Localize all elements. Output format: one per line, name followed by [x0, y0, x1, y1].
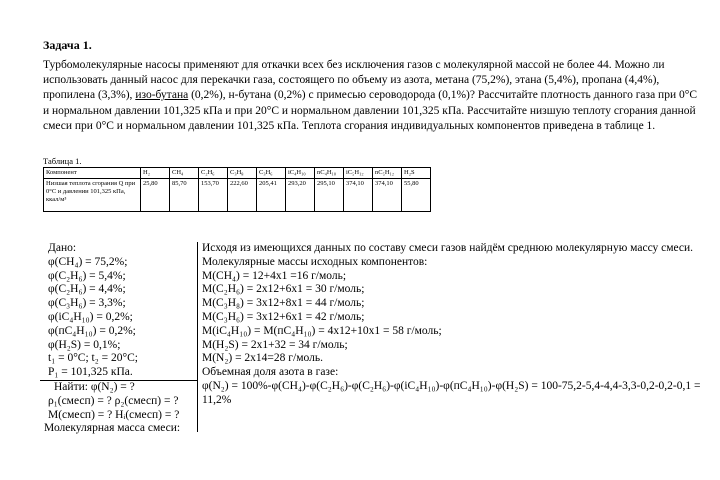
table-header-cell: C₂H₆: [199, 168, 228, 179]
table-header-cell: H₂S: [402, 168, 431, 179]
table-header-cell: CH₄: [170, 168, 199, 179]
table-caption: Таблица 1.: [43, 156, 82, 166]
find-item: Молекулярная масса смеси:: [44, 422, 181, 435]
table-header-cell: nC₅H₁₂: [373, 168, 402, 179]
solution-intro: Исходя из имеющихся данных по составу смеси газов найдём среднюю молекулярную массу смеси.: [202, 242, 694, 254]
given-item: φ(C₂H₆) = 5,4%;: [48, 269, 126, 282]
table-header-cell: nC₄H₁₀: [315, 168, 344, 179]
given-item: P₁ = 101,325 кПа.: [48, 366, 133, 379]
given-label: Дано:: [48, 242, 77, 254]
table-cell: 374,10: [373, 179, 402, 212]
table-row-label: Низшая теплота сгорания Q при 0°С и давлении 101,325 кПа, ккал/м³: [44, 179, 141, 212]
column-divider: [197, 242, 198, 432]
table-cell: 205,41: [257, 179, 286, 212]
solution-formula: φ(N₂) = 100%-φ(CH₄)-φ(C₂H₆)-φ(C₂H₆)-φ(iC₄H₁₀)-φ(пC₄H₁₀)-φ(H₂S) = 100-75,2-5,4-4,4-3,3-0,2-0,2-0,1 = 11,2%: [202, 379, 701, 406]
given-item: φ(H₂S) = 0,1%;: [48, 338, 121, 351]
table-header-label: Компонент: [44, 168, 141, 179]
solution-line: M(N₂) = 2x14=28 г/моль.: [202, 352, 323, 365]
table-header-cell: iC₅H₁₂: [344, 168, 373, 179]
table-cell: 85,70: [170, 179, 199, 212]
solution-vol-header: Объемная доля азота в газе:: [202, 366, 339, 379]
table-header-cell: C₃H₆: [257, 168, 286, 179]
table-cell: 374,10: [344, 179, 373, 212]
given-section: [40, 242, 198, 436]
solution-line: M(C₃H₈) = 3x12+8x1 = 44 г/моль;: [202, 297, 365, 310]
given-item: φ(iC₄H₁₀) = 0,2%;: [48, 310, 133, 323]
given-item: φ(пC₄H₁₀) = 0,2%;: [48, 324, 136, 337]
given-item: φ(C₂H₆) = 4,4%;: [48, 283, 126, 296]
table-cell: 222,60: [228, 179, 257, 212]
problem-statement: [43, 58, 698, 134]
heat-value-table: [43, 167, 431, 212]
problem-underlined-term: изо-бутана: [135, 89, 189, 102]
problem-text-part2: (0,2%), н-бутана (0,2%) с примесью сероводорода (0,1%)? Рассчитайте плотность данного газа при 0°С и нормальном давлении 101,325 кПа и при 20°С и нормальном давлении 101,325 кПа. Рассчитайте низшую теплоту сгорания данной смеси при 0°С и нормальном давлении 101,325 кПа. Теплота сгорания индивидуальных компонентов приведена в таблице 1.: [43, 89, 697, 132]
solution-line: M(CH₄) = 12+4x1 =16 г/моль;: [202, 269, 347, 282]
task-title: Задача 1.: [43, 38, 92, 52]
table-cell: 293,20: [286, 179, 315, 212]
table-cell: 153,70: [199, 179, 228, 212]
given-item: φ(C₃H₆) = 3,3%;: [48, 297, 126, 310]
find-item: M(смесп) = ? Hᵢ(смесп) = ?: [48, 408, 180, 421]
table-cell: 25,80: [141, 179, 170, 212]
given-item: t₁ = 0°C; t₂ = 20°C;: [48, 352, 138, 365]
table-cell: 55,80: [402, 179, 431, 212]
table-header-cell: C₃H₈: [228, 168, 257, 179]
find-item: ρ₁(смесп) = ? ρ₂(смесп) = ?: [48, 394, 179, 407]
table-header-row: [44, 168, 431, 179]
solution-mol-header: Молекулярные массы исходных компонентов:: [202, 255, 428, 268]
solution-line: M(H₂S) = 2x1+32 = 34 г/моль;: [202, 338, 348, 351]
solution-line: M(C₃H₆) = 3x12+6x1 = 42 г/моль;: [202, 310, 365, 323]
table-cell: 295,10: [315, 179, 344, 212]
table-header-cell: iC₄H₁₀: [286, 168, 315, 179]
problem-text-part1: Турбомолекулярные насосы применяют для откачки всех без исключения газов с молекулярной массой не более 44. Можно ли использовать данный насос для перекачки газа, состоящего по объему из азота, метана (75,2%), этана (5,4%), пропана (4,4%), пропилена (3,3%),: [43, 59, 665, 102]
solution-section: [202, 242, 702, 408]
find-label: Найти: φ(N₂) = ?: [40, 380, 198, 395]
solution-line: M(C₂H₆) = 2x12+6x1 = 30 г/моль;: [202, 283, 365, 296]
solution-line: M(iC₄H₁₀) = M(пC₄H₁₀) = 4x12+10x1 = 58 г/моль;: [202, 324, 442, 337]
table-row: [44, 179, 431, 212]
given-item: φ(CH₄) = 75,2%;: [48, 255, 128, 268]
table-header-cell: H₂: [141, 168, 170, 179]
